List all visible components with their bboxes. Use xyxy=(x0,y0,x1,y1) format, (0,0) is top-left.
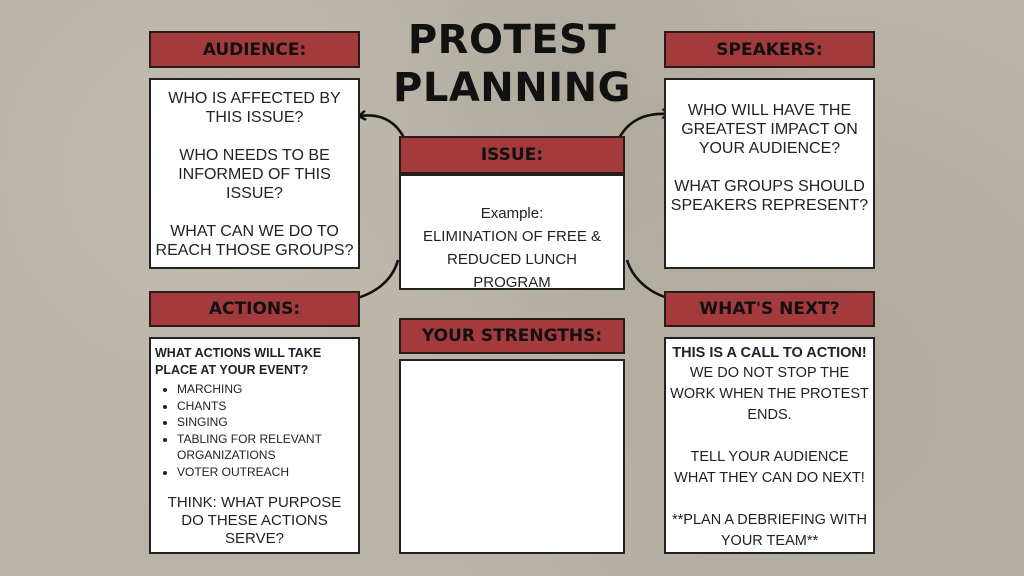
page-title xyxy=(390,16,634,112)
list-item: • TABLING FOR RELEVANT ORGANIZATIONS xyxy=(177,431,354,464)
speakers-question-1: WHO WILL HAVE THE GREATEST IMPACT ON YOUR AUDIENCE? xyxy=(681,102,858,157)
issue-header-label: ISSUE: xyxy=(480,145,544,165)
list-item: • SINGING xyxy=(177,414,354,431)
audience-header xyxy=(149,31,360,68)
next-header xyxy=(664,291,875,327)
audience-header-label: AUDIENCE: xyxy=(202,39,307,60)
next-call-to-action: THIS IS A CALL TO ACTION! xyxy=(672,345,867,361)
issue-example-label: Example: xyxy=(480,205,544,222)
strengths-header-label: YOUR STRENGTHS: xyxy=(421,326,603,346)
next-paragraph-3: **PLAN A DEBRIEFING WITH YOUR TEAM** xyxy=(672,512,867,549)
list-item: • MARCHING xyxy=(177,381,354,398)
list-item: • CHANTS xyxy=(177,398,354,415)
issue-header xyxy=(399,136,625,174)
speakers-header-label: SPEAKERS: xyxy=(716,39,823,60)
speakers-question-2: WHAT GROUPS SHOULD SPEAKERS REPRESENT? xyxy=(670,178,869,214)
actions-list xyxy=(155,381,354,480)
next-paragraph-1: WE DO NOT STOP THE WORK WHEN THE PROTEST ENDS. xyxy=(670,365,869,423)
title-line-2: PLANNING xyxy=(393,65,631,111)
speakers-box xyxy=(664,78,875,269)
strengths-box[interactable] xyxy=(399,359,625,554)
speakers-header xyxy=(664,31,875,68)
list-item: • VOTER OUTREACH xyxy=(177,464,354,481)
actions-box xyxy=(149,337,360,554)
actions-think-prompt: THINK: WHAT PURPOSE DO THESE ACTIONS SERVE? xyxy=(167,494,342,547)
issue-box xyxy=(399,174,625,290)
actions-header xyxy=(149,291,360,327)
audience-question-1: WHO IS AFFECTED BY THIS ISSUE? xyxy=(168,90,341,126)
actions-question: WHAT ACTIONS WILL TAKE PLACE AT YOUR EVENT? xyxy=(155,346,322,377)
issue-example-text: ELIMINATION OF FREE & REDUCED LUNCH PROGRAM xyxy=(422,228,602,291)
audience-question-3: WHAT CAN WE DO TO REACH THOSE GROUPS? xyxy=(155,223,354,259)
next-paragraph-2: TELL YOUR AUDIENCE WHAT THEY CAN DO NEXT! xyxy=(674,449,865,486)
audience-question-2: WHO NEEDS TO BE INFORMED OF THIS ISSUE? xyxy=(178,147,331,202)
next-box xyxy=(664,337,875,554)
actions-header-label: ACTIONS: xyxy=(208,299,301,319)
next-header-label: WHAT'S NEXT? xyxy=(699,299,840,319)
title-line-1: PROTEST xyxy=(407,17,617,63)
strengths-header xyxy=(399,318,625,354)
audience-box xyxy=(149,78,360,269)
